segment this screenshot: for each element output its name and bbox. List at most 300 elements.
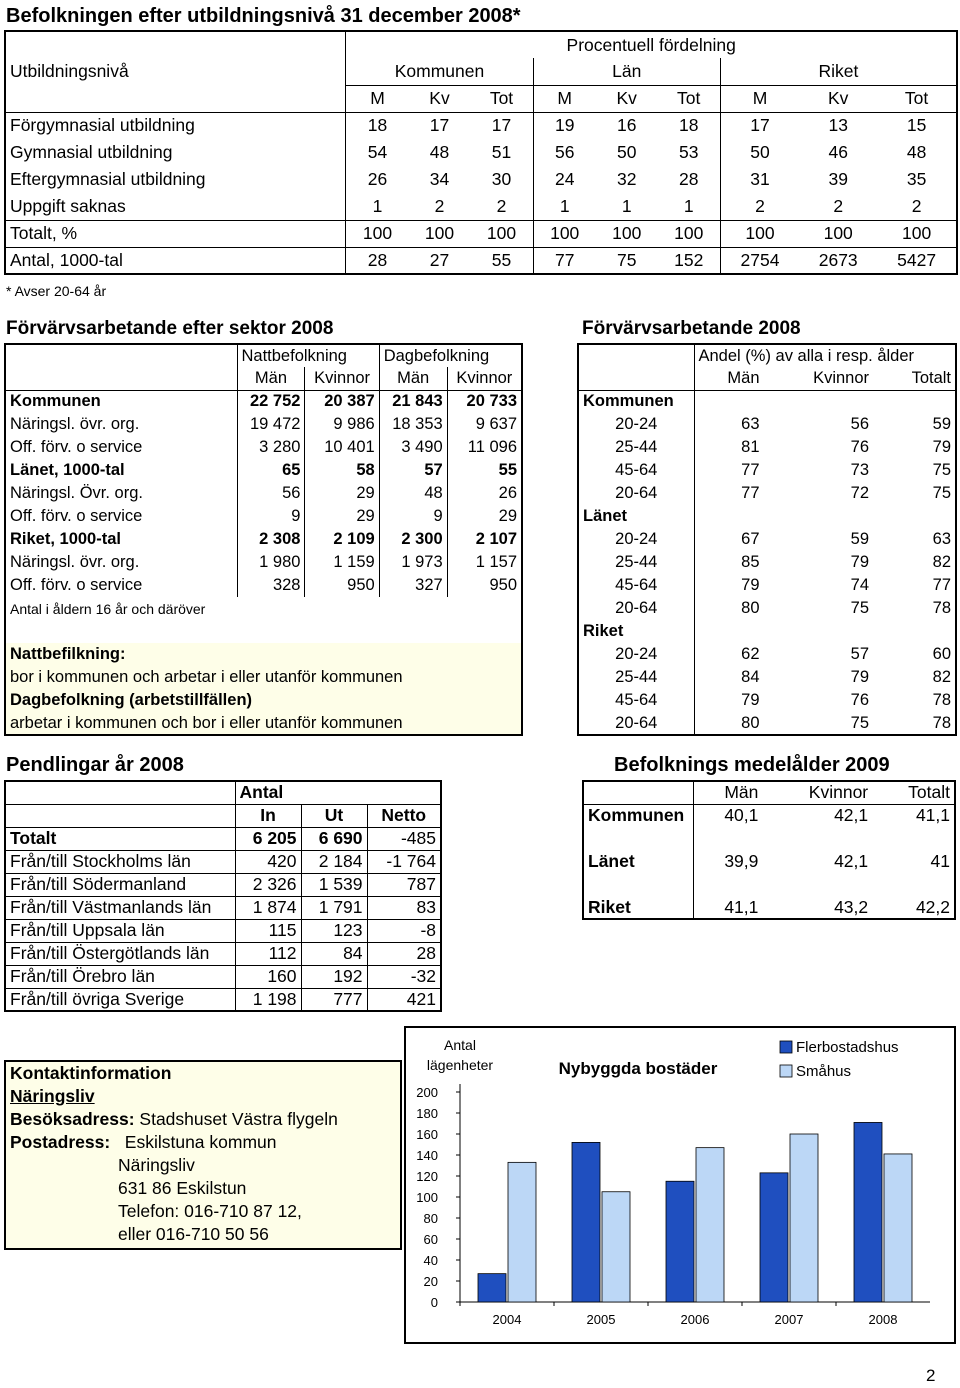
row-label: Från/till Västmanlands län [5, 896, 235, 919]
cell: 1 [346, 193, 409, 220]
cell: 9 [379, 505, 447, 528]
age-group: 20-24 [615, 645, 658, 663]
age-group: 25-44 [615, 668, 658, 686]
table-row [5, 482, 522, 505]
cell: 75 [850, 713, 870, 732]
cell: 787 [367, 873, 441, 896]
table-row [5, 505, 522, 528]
cell: 74 [850, 576, 870, 594]
page-number: 2 [926, 1366, 936, 1385]
bar-flerbostadshus-2005 [572, 1142, 600, 1302]
subheader-1: Kv [409, 85, 471, 112]
bar-småhus-2005 [602, 1192, 630, 1302]
bar-flerbostadshus-2004 [478, 1274, 506, 1302]
table-row [578, 597, 956, 620]
age-group: 20-24 [615, 415, 658, 433]
cell: 81 [694, 436, 764, 459]
table-row [578, 459, 956, 482]
subheader-6: M [720, 85, 799, 112]
table-row [5, 873, 441, 896]
cell: 21 843 [379, 390, 447, 413]
cell: 85 [694, 551, 764, 574]
cell: 17 [429, 115, 450, 136]
row-label: Totalt, % [5, 220, 346, 247]
cell: 328 [237, 574, 305, 597]
cell: 6 205 [235, 827, 301, 850]
table-row [5, 827, 441, 850]
y-tick-label: 0 [430, 1295, 438, 1310]
commuting-title: Pendlingar år 2008 [6, 754, 184, 776]
cell: 9 637 [475, 415, 517, 433]
sector-subheader: Kvinnor [305, 367, 379, 390]
cell: 152 [674, 249, 704, 270]
age-group: 20-24 [615, 530, 658, 548]
cell: 10 401 [305, 436, 379, 459]
cell: 35 [906, 169, 927, 189]
row-label: Totalt [5, 827, 235, 850]
cell: -1 764 [367, 850, 441, 873]
age-group: 45-64 [615, 461, 658, 479]
cell: 950 [305, 574, 379, 597]
cell: 28 [367, 942, 441, 965]
cell: 26 [498, 484, 517, 502]
cell: -485 [367, 827, 441, 850]
post-line-1: Eskilstuna kommun [124, 1132, 277, 1152]
age-group: 25-44 [615, 553, 658, 571]
cell: 77 [533, 247, 596, 274]
cell: 62 [694, 643, 764, 666]
cell: 28 [346, 247, 409, 274]
cell: 48 [429, 142, 450, 162]
cell: 53 [679, 142, 699, 162]
table-row [578, 689, 956, 712]
cell: 1 [533, 193, 596, 220]
commute-col-netto: Netto [367, 804, 441, 827]
cell: 41 [930, 851, 950, 871]
dagbefolkning-header: Dagbefolkning [383, 346, 490, 365]
cell: 79 [694, 574, 764, 597]
commute-col-ut: Ut [301, 804, 367, 827]
y-tick-label: 140 [416, 1148, 438, 1163]
cell: 34 [429, 169, 450, 189]
cell: 77 [694, 482, 764, 505]
housing-chart-svg [406, 1028, 954, 1342]
row-label: Från/till övriga Sverige [5, 988, 235, 1011]
cell: 29 [305, 505, 379, 528]
cell: 59 [932, 415, 951, 433]
definition-def1_text: bor i kommunen och arbetar i eller utanför kommunen [5, 666, 522, 689]
cell: 78 [932, 691, 951, 709]
table-row [5, 193, 957, 220]
subheader-8: Tot [877, 85, 957, 112]
cell: 41,1 [915, 805, 950, 826]
row-label: Antal, 1000-tal [5, 247, 346, 274]
cell: 327 [379, 574, 447, 597]
cell: 2673 [818, 249, 858, 270]
education-table [4, 30, 958, 275]
table-row [5, 390, 522, 413]
age-group: 20-64 [615, 599, 658, 617]
cell: 50 [720, 139, 799, 166]
table-row [583, 850, 955, 873]
contact-dept[interactable]: Näringsliv [10, 1086, 95, 1106]
cell: 100 [470, 220, 533, 247]
cell: 42,2 [915, 896, 950, 917]
cell: 55 [498, 461, 517, 479]
cell: 2 184 [301, 850, 367, 873]
cell: 16 [616, 115, 637, 136]
table-row [578, 666, 956, 689]
y-tick-label: 20 [423, 1274, 438, 1289]
cell: 55 [491, 249, 512, 270]
cell: 1 159 [305, 551, 379, 574]
cell: 29 [498, 507, 517, 525]
x-tick-label: 2005 [586, 1312, 616, 1327]
age-group: 25-44 [615, 438, 658, 456]
table-row [5, 850, 441, 873]
age-group: 45-64 [615, 576, 658, 594]
table-row [5, 919, 441, 942]
table-row [5, 988, 441, 1011]
x-tick-label: 2004 [492, 1312, 522, 1327]
table-row [5, 551, 522, 574]
cell: 5427 [897, 249, 937, 270]
cell: 65 [237, 459, 305, 482]
cell: 1 973 [379, 551, 447, 574]
cell: 11 096 [467, 438, 517, 456]
cell: 79 [694, 689, 764, 712]
cell: 60 [932, 645, 951, 663]
age-col: Män [693, 781, 762, 804]
age-col: Totalt [872, 781, 955, 804]
cell: 43,2 [834, 896, 869, 917]
cell: 100 [409, 220, 471, 247]
share-subheader: Totalt [873, 367, 956, 390]
row-label: Uppgift saknas [5, 193, 346, 220]
row-label: Från/till Östergötlands län [5, 942, 235, 965]
section-länet: Länet [583, 507, 628, 525]
median-age-table [582, 780, 956, 920]
cell: 1 791 [301, 896, 367, 919]
cell: 19 472 [237, 413, 305, 436]
group-riket: Riket [720, 58, 957, 85]
cell: 84 [301, 942, 367, 965]
subheader-5: Tot [658, 85, 721, 112]
bar-småhus-2006 [696, 1148, 724, 1302]
bar-småhus-2004 [508, 1162, 536, 1302]
age-group: 20-64 [615, 484, 658, 502]
chart-title: Nybyggda bostäder [558, 1059, 718, 1078]
cell: 160 [235, 965, 301, 988]
cell: 30 [491, 169, 512, 189]
cell: 57 [850, 645, 870, 663]
contact-box [4, 1060, 402, 1250]
cell: 75 [932, 461, 951, 479]
sector-note: Antal i åldern 16 år och däröver [10, 600, 206, 617]
cell: 72 [850, 484, 870, 502]
percent-distribution-header: Procentuell fördelning [566, 34, 736, 55]
group-kommunen: Kommunen [346, 58, 533, 85]
cell: 1 [596, 193, 658, 220]
bar-flerbostadshus-2007 [760, 1173, 788, 1302]
table-row [5, 459, 522, 482]
table-row [5, 942, 441, 965]
cell: 1 198 [235, 988, 301, 1011]
definition-def2_text: arbetar i kommunen och bor i eller utanför kommunen [5, 712, 522, 735]
bar-flerbostadshus-2006 [666, 1181, 694, 1302]
cell: 29 [305, 482, 379, 505]
table-row [5, 574, 522, 597]
bar-flerbostadshus-2008 [854, 1122, 882, 1302]
definition-def1_head: Nattbefilkning: [5, 643, 522, 666]
housing-chart [404, 1026, 956, 1344]
cell: 18 [346, 112, 409, 139]
share-header: Andel (%) av alla i resp. ålder [694, 344, 956, 367]
table-row [5, 166, 957, 193]
education-note: * Avser 20-64 år [6, 283, 107, 299]
cell: 83 [367, 896, 441, 919]
y-tick-label: 180 [416, 1106, 438, 1121]
post-label: Postadress: [10, 1132, 111, 1152]
cell: 3 490 [379, 436, 447, 459]
phone-line-2: eller 016-710 50 56 [118, 1224, 269, 1244]
commute-col-in: In [235, 804, 301, 827]
sector-subheader: Män [379, 367, 447, 390]
cell: 100 [799, 220, 877, 247]
bar-småhus-2008 [884, 1154, 912, 1302]
cell: 42,1 [834, 851, 869, 871]
cell: 63 [694, 413, 764, 436]
cell: 58 [305, 459, 379, 482]
x-tick-label: 2008 [868, 1312, 898, 1327]
visit-value: Stadshuset Västra flygeln [139, 1109, 338, 1129]
table-row [578, 551, 956, 574]
y-axis-label: Antal [444, 1037, 476, 1053]
cell: 82 [932, 553, 951, 571]
cell: 9 986 [305, 413, 379, 436]
median-age-title: Befolknings medelålder 2009 [614, 754, 890, 776]
y-tick-label: 200 [416, 1085, 438, 1100]
row-label: Off. förv. o service [5, 574, 237, 597]
cell: 54 [346, 139, 409, 166]
cell: 79 [932, 438, 951, 456]
cell: 2 [720, 193, 799, 220]
cell: 76 [850, 438, 870, 456]
cell: 17 [720, 112, 799, 139]
cell: 115 [235, 919, 301, 942]
cell: 18 [679, 115, 699, 136]
cell: 56 [850, 415, 870, 433]
cell: 28 [679, 169, 699, 189]
cell: 50 [616, 142, 637, 162]
share-subheader: Män [694, 367, 764, 390]
share-subheader: Kvinnor [764, 367, 874, 390]
cell: 9 [237, 505, 305, 528]
y-tick-label: 80 [423, 1211, 438, 1226]
row-label: Från/till Uppsala län [5, 919, 235, 942]
cell: 17 [491, 115, 512, 136]
section-kommunen: Kommunen [583, 392, 674, 411]
cell: 777 [301, 988, 367, 1011]
sector-subheader: Män [237, 367, 305, 390]
row-header: Utbildningsnivå [5, 58, 346, 85]
cell: 13 [828, 115, 848, 136]
y-tick-label: 40 [423, 1253, 438, 1268]
cell: 20 733 [466, 392, 517, 411]
table-row [5, 220, 957, 247]
subheader-7: Kv [799, 85, 877, 112]
cell: 26 [346, 166, 409, 193]
row-label: Off. förv. o service [5, 505, 237, 528]
subheader-4: Kv [596, 85, 658, 112]
cell: 80 [694, 712, 764, 735]
legend-label-1: Småhus [796, 1063, 852, 1080]
row-label: Kommunen [5, 390, 237, 413]
cell: 15 [906, 115, 927, 136]
cell: 84 [694, 666, 764, 689]
cell: 950 [489, 576, 517, 594]
row-label: Länet, 1000-tal [5, 459, 237, 482]
cell: 32 [616, 169, 637, 189]
cell: 39 [828, 169, 848, 189]
cell: 24 [533, 166, 596, 193]
nattbefolkning-header: Nattbefolkning [237, 344, 379, 367]
row-label: Från/till Stockholms län [5, 850, 235, 873]
cell: 73 [850, 461, 870, 479]
section-riket: Riket [583, 622, 624, 640]
cell: 79 [850, 668, 870, 686]
cell: 41,1 [693, 896, 762, 919]
cell: 39,9 [693, 850, 762, 873]
cell: 20 387 [305, 390, 379, 413]
cell: 100 [720, 220, 799, 247]
subheader-3: M [533, 85, 596, 112]
group-lan: Län [533, 58, 720, 85]
cell: 56 [237, 482, 305, 505]
row-label: Off. förv. o service [5, 436, 237, 459]
cell: 75 [850, 599, 870, 617]
table-row [578, 643, 956, 666]
cell: 78 [932, 713, 951, 732]
cell: 420 [235, 850, 301, 873]
cell: -32 [367, 965, 441, 988]
cell: 1 157 [475, 553, 517, 571]
row-label: Eftergymnasial utbildning [5, 166, 346, 193]
cell: 75 [616, 249, 637, 270]
subheader-2: Tot [470, 85, 533, 112]
y-tick-label: 160 [416, 1127, 438, 1142]
cell: 2 107 [475, 530, 517, 548]
age-group: 20-64 [615, 713, 658, 732]
visit-label: Besöksadress: [10, 1109, 135, 1129]
x-tick-label: 2006 [680, 1312, 710, 1327]
legend-swatch-0 [780, 1041, 792, 1053]
sector-title: Förvärvsarbetande efter sektor 2008 [6, 318, 334, 339]
cell: 1 [658, 193, 721, 220]
cell: 3 280 [237, 436, 305, 459]
cell: 48 [379, 482, 447, 505]
cell: 77 [932, 576, 951, 594]
row-label: Från/till Södermanland [5, 873, 235, 896]
table-row [5, 965, 441, 988]
table-row [5, 139, 957, 166]
cell: 1 980 [237, 551, 305, 574]
cell: 2 [409, 193, 471, 220]
cell: 78 [932, 599, 951, 617]
cell: 46 [828, 142, 848, 162]
table-row [583, 896, 955, 919]
cell: 57 [379, 459, 447, 482]
cell: -8 [367, 919, 441, 942]
age-group: 45-64 [615, 691, 658, 709]
row-label: Riket [588, 896, 631, 917]
cell: 421 [367, 988, 441, 1011]
legend-swatch-1 [780, 1065, 792, 1077]
cell: 100 [877, 220, 957, 247]
y-axis-label: lägenheter [426, 1057, 494, 1073]
y-tick-label: 60 [423, 1232, 438, 1247]
cell: 100 [346, 220, 409, 247]
age-col: Kvinnor [762, 781, 872, 804]
cell: 6 690 [301, 827, 367, 850]
employment-table [577, 343, 957, 736]
cell: 100 [533, 220, 596, 247]
post-line-2: Näringsliv [118, 1155, 195, 1175]
cell: 2 300 [379, 528, 447, 551]
cell: 19 [533, 112, 596, 139]
cell: 48 [906, 142, 927, 162]
cell: 79 [850, 553, 870, 571]
bar-småhus-2007 [790, 1134, 818, 1302]
cell: 18 353 [379, 413, 447, 436]
cell: 77 [694, 459, 764, 482]
row-label: Länet [588, 851, 635, 871]
cell: 75 [932, 484, 951, 502]
cell: 22 752 [237, 390, 305, 413]
cell: 2 [877, 193, 957, 220]
table-row [578, 712, 956, 735]
table-row [578, 482, 956, 505]
table-row [5, 436, 522, 459]
antal-header: Antal [235, 781, 441, 804]
cell: 67 [694, 528, 764, 551]
y-tick-label: 120 [416, 1169, 438, 1184]
employment-title: Förvärvsarbetande 2008 [582, 318, 801, 339]
row-label: Kommunen [588, 805, 685, 826]
cell: 59 [850, 530, 870, 548]
table-row [578, 436, 956, 459]
row-label: Riket, 1000-tal [5, 528, 237, 551]
cell: 56 [533, 139, 596, 166]
row-label: Förgymnasial utbildning [5, 112, 346, 139]
cell: 2754 [720, 247, 799, 274]
table-row [5, 112, 957, 139]
table-row [578, 528, 956, 551]
cell: 40,1 [693, 804, 762, 827]
row-label: Näringsl. övr. org. [5, 413, 237, 436]
table-row [5, 528, 522, 551]
cell: 2 [799, 193, 877, 220]
cell: 51 [491, 142, 512, 162]
cell: 82 [932, 668, 951, 686]
table-row [5, 413, 522, 436]
phone-line: Telefon: 016-710 87 12, [118, 1201, 302, 1221]
post-line-3: 631 86 Eskilstun [118, 1178, 247, 1198]
contact-title: Kontaktinformation [10, 1063, 172, 1083]
sector-subheader: Kvinnor [447, 367, 522, 390]
sector-table [4, 343, 523, 736]
cell: 63 [932, 530, 951, 548]
